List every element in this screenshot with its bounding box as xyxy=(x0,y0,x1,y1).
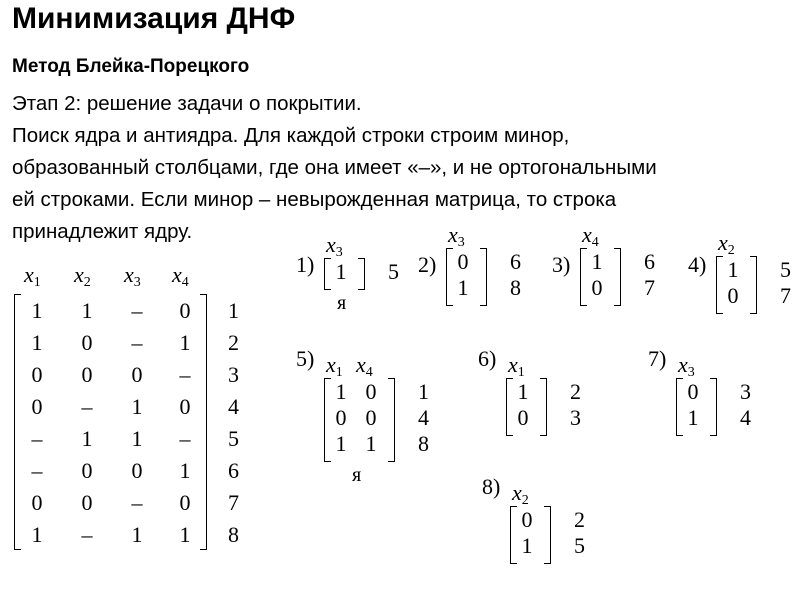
minor-column-header: $x_1$ xyxy=(508,352,525,380)
minor-cell: 0 xyxy=(591,275,603,300)
minor-row-index: 7 xyxy=(644,275,655,300)
matrix-cell: 0 xyxy=(179,490,191,515)
matrix-right-bracket xyxy=(200,294,207,550)
minor-column-header: $x_4$ xyxy=(582,222,599,250)
minor-column-header: $x_4$ xyxy=(356,352,373,380)
explanation-text xyxy=(12,88,800,248)
row-index: 6 xyxy=(228,458,239,483)
minor-cell: 1 xyxy=(517,379,529,404)
minor-cell: 0 xyxy=(517,405,529,430)
matrix-cell: 0 xyxy=(81,330,93,355)
core-mark: я xyxy=(337,292,347,314)
matrix-cell: 1 xyxy=(81,298,93,323)
matrix-cell: 0 xyxy=(81,490,93,515)
row-index: 1 xyxy=(228,298,239,323)
minor-row-index: 6 xyxy=(510,249,521,274)
minor-cell: 1 xyxy=(727,257,739,282)
matrix-cell: – xyxy=(81,394,93,419)
minor-cell: 1 xyxy=(335,379,347,404)
minor-cell: 1 xyxy=(687,405,699,430)
matrix-cell: 1 xyxy=(31,330,43,355)
matrix-cell: 1 xyxy=(31,522,43,547)
minor-right-bracket xyxy=(544,506,551,564)
matrix-cell: 1 xyxy=(131,426,143,451)
row-index: 5 xyxy=(228,426,239,451)
column-header-x2: $x_2$ xyxy=(74,262,91,290)
minor-row-index: 6 xyxy=(644,249,655,274)
minor-cell: 0 xyxy=(365,379,377,404)
method-subtitle: Метод Блейка-Порецкого xyxy=(12,56,250,77)
minor-row-index: 8 xyxy=(418,431,429,456)
minor-right-bracket xyxy=(540,378,547,436)
row-index: 3 xyxy=(228,362,239,387)
minor-cell: 0 xyxy=(687,379,699,404)
matrix-cell: – xyxy=(31,426,43,451)
minor-right-bracket xyxy=(614,248,621,306)
minor-cell: 1 xyxy=(457,275,469,300)
row-index: 2 xyxy=(228,330,239,355)
matrix-cell: 0 xyxy=(31,490,43,515)
matrix-cell: 1 xyxy=(179,458,191,483)
minor-right-bracket xyxy=(388,378,395,462)
minor-cell: 1 xyxy=(591,249,603,274)
minor-right-bracket xyxy=(480,248,487,306)
matrix-cell: 0 xyxy=(131,362,143,387)
explanation-line: Этап 2: решение задачи о покрытии. xyxy=(12,92,362,115)
minor-row-index: 5 xyxy=(388,259,399,284)
minor-label: 6) xyxy=(478,346,497,371)
column-header-x4: $x_4$ xyxy=(172,262,189,290)
matrix-cell: 0 xyxy=(81,458,93,483)
minor-column-header: $x_3$ xyxy=(326,232,343,260)
matrix-cell: – xyxy=(179,362,191,387)
minor-cell: 1 xyxy=(365,431,377,456)
minor-row-index: 1 xyxy=(418,379,429,404)
minor-row-index: 7 xyxy=(780,283,791,308)
minor-row-index: 2 xyxy=(570,379,581,404)
minor-row-index: 8 xyxy=(510,275,521,300)
matrix-cell: 0 xyxy=(31,394,43,419)
core-mark: я xyxy=(352,464,362,486)
minor-label: 7) xyxy=(648,346,667,371)
row-index: 8 xyxy=(228,522,239,547)
minor-cell: 0 xyxy=(521,507,533,532)
matrix-left-bracket xyxy=(14,294,21,550)
explanation-line: образованный столбцами, где она имеет «–», и не ортогональными xyxy=(12,156,657,179)
minor-label: 3) xyxy=(552,252,571,277)
minor-label: 2) xyxy=(418,252,437,277)
minor-right-bracket xyxy=(358,258,365,290)
matrix-cell: – xyxy=(131,490,143,515)
minor-column-header: $x_2$ xyxy=(718,230,735,258)
matrix-cell: 1 xyxy=(131,522,143,547)
minor-column-header: $x_1$ xyxy=(326,352,343,380)
minor-cell: 1 xyxy=(521,533,533,558)
minor-column-header: $x_3$ xyxy=(448,222,465,250)
minor-cell: 0 xyxy=(335,405,347,430)
matrix-cell: – xyxy=(131,298,143,323)
minor-label: 5) xyxy=(296,346,315,371)
minor-cell: 0 xyxy=(727,283,739,308)
matrix-cell: 1 xyxy=(31,298,43,323)
slide-title: Минимизация ДНФ xyxy=(12,2,296,35)
column-header-x1: $x_1$ xyxy=(24,262,41,290)
minor-row-index: 5 xyxy=(574,533,585,558)
minor-right-bracket xyxy=(710,378,717,436)
minor-cell: 0 xyxy=(457,249,469,274)
minor-column-header: $x_2$ xyxy=(512,480,529,508)
coverage-matrix xyxy=(14,262,254,552)
explanation-line: ей строками. Если минор – невырожденная матрица, то строка xyxy=(12,188,617,211)
matrix-cell: 0 xyxy=(81,362,93,387)
explanation-line: Поиск ядра и антиядра. Для каждой строки строим минор, xyxy=(12,124,570,147)
minor-row-index: 2 xyxy=(574,507,585,532)
matrix-cell: 1 xyxy=(179,330,191,355)
minor-row-index: 4 xyxy=(740,405,751,430)
explanation-line: принадлежит ядру. xyxy=(12,220,193,243)
matrix-cell: – xyxy=(31,458,43,483)
minor-cell: 0 xyxy=(365,405,377,430)
minor-label: 8) xyxy=(482,474,501,499)
minor-cell: 1 xyxy=(335,259,347,284)
row-index: 4 xyxy=(228,394,239,419)
minor-right-bracket xyxy=(750,256,757,314)
matrix-cell: – xyxy=(81,522,93,547)
minor-cell: 1 xyxy=(335,431,347,456)
minor-row-index: 5 xyxy=(780,257,791,282)
minor-row-index: 3 xyxy=(570,405,581,430)
matrix-cell: 1 xyxy=(131,394,143,419)
row-index: 7 xyxy=(228,490,239,515)
minor-row-index: 4 xyxy=(418,405,429,430)
minor-column-header: $x_3$ xyxy=(678,352,695,380)
minor-label: 4) xyxy=(688,252,707,277)
minor-label: 1) xyxy=(296,252,315,277)
matrix-cell: – xyxy=(179,426,191,451)
matrix-cell: 0 xyxy=(31,362,43,387)
matrix-cell: – xyxy=(131,330,143,355)
matrix-cell: 0 xyxy=(179,394,191,419)
matrix-cell: 0 xyxy=(131,458,143,483)
minor-row-index: 3 xyxy=(740,379,751,404)
matrix-cell: 1 xyxy=(179,522,191,547)
matrix-cell: 1 xyxy=(81,426,93,451)
matrix-cell: 0 xyxy=(179,298,191,323)
column-header-x3: $x_3$ xyxy=(124,262,141,290)
